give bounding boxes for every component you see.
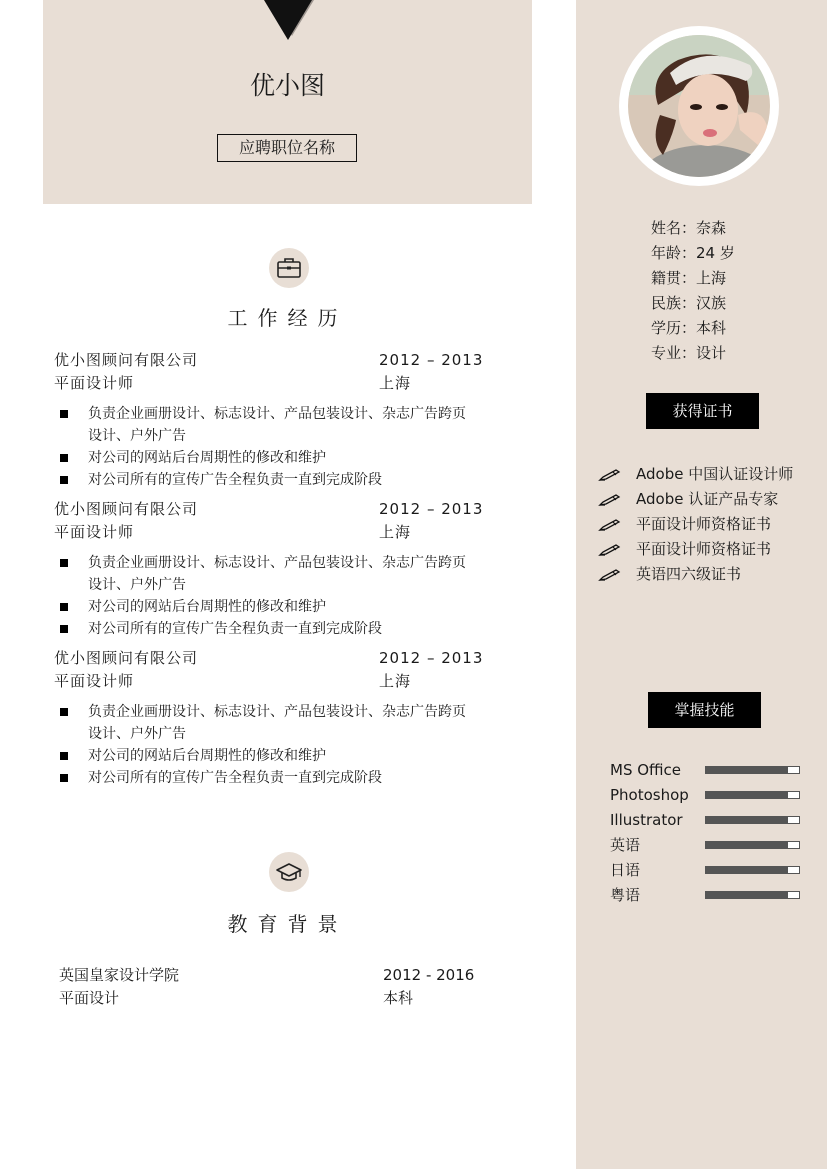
info-age: 年龄：24 岁: [651, 244, 735, 262]
job-company: 优小图顾问有限公司: [54, 351, 199, 369]
education-section-badge: [269, 852, 309, 892]
bullet-square: [60, 625, 68, 633]
job-duty-text: 对公司的网站后台周期性的修改和维护: [88, 748, 326, 764]
job-duty-text: 对公司所有的宣传广告全程负责一直到完成阶段: [88, 770, 382, 786]
job-duty-text: 对公司的网站后台周期性的修改和维护: [88, 450, 326, 466]
job-duty-text: 负责企业画册设计、标志设计、产品包装设计、杂志广告跨页设计、户外广告: [88, 704, 466, 742]
skill-name: MS Office: [610, 761, 682, 779]
pen-icon: [598, 468, 622, 482]
avatar: [628, 35, 770, 177]
certificate-item: [598, 514, 771, 534]
certificate-label: Adobe 中国认证设计师: [636, 465, 794, 483]
job-company: 优小图顾问有限公司: [54, 500, 199, 518]
header-triangle: [264, 0, 312, 40]
job-period: 2012 – 2013: [379, 500, 484, 518]
skill-level-bar: [705, 841, 800, 849]
job-duty: [60, 403, 473, 447]
job-duty-text: 负责企业画册设计、标志设计、产品包装设计、杂志广告跨页设计、户外广告: [88, 406, 466, 444]
job-period: 2012 – 2013: [379, 649, 484, 667]
skill-level-fill: [706, 867, 788, 873]
certificate-item: [598, 539, 771, 559]
job-city: 上海: [379, 374, 412, 392]
certificate-item: [598, 464, 793, 484]
certificate-item: [598, 564, 741, 584]
education-section-title: 教育背景: [227, 912, 348, 936]
job-duty: [60, 745, 473, 767]
skill-level-fill: [706, 817, 788, 823]
pen-icon: [598, 568, 622, 582]
education-period: 2012 - 2016: [383, 966, 475, 984]
job-duty: [60, 552, 473, 596]
work-section-title: 工作经历: [227, 306, 348, 330]
skill-level-fill: [706, 767, 788, 773]
job-duty: [60, 469, 473, 491]
bullet-square: [60, 410, 68, 418]
skill-name: Photoshop: [610, 786, 689, 804]
bullet-square: [60, 603, 68, 611]
job-period: 2012 – 2013: [379, 351, 484, 369]
bullet-square: [60, 774, 68, 782]
bullet-square: [60, 476, 68, 484]
info-name: 姓名：奈森: [651, 219, 727, 237]
skill-name: 日语: [610, 861, 641, 879]
job-duty-text: 对公司的网站后台周期性的修改和维护: [88, 599, 326, 615]
skill-name: 粤语: [610, 886, 641, 904]
bullet-square: [60, 752, 68, 760]
skill-level-bar: [705, 766, 800, 774]
skill-name: Illustrator: [610, 811, 683, 829]
job-duty-text: 对公司所有的宣传广告全程负责一直到完成阶段: [88, 472, 382, 488]
job-role: 平面设计师: [54, 374, 135, 392]
skill-level-bar: [705, 891, 800, 899]
pen-icon: [598, 518, 622, 532]
certificate-label: 平面设计师资格证书: [636, 540, 772, 558]
job-company: 优小图顾问有限公司: [54, 649, 199, 667]
certificate-item: [598, 489, 778, 509]
pen-icon: [598, 543, 622, 557]
certificate-label: 平面设计师资格证书: [636, 515, 772, 533]
education-school: 英国皇家设计学院: [59, 966, 180, 984]
work-section-badge: [269, 248, 309, 288]
graduation-cap-icon: [269, 852, 309, 892]
job-title-box: 应聘职位名称: [217, 134, 357, 162]
job-duty: [60, 767, 473, 789]
skill-level-bar: [705, 816, 800, 824]
job-city: 上海: [379, 523, 412, 541]
skill-name: 英语: [610, 836, 641, 854]
info-education: 学历：本科: [651, 319, 727, 337]
bullet-square: [60, 708, 68, 716]
info-major: 专业：设计: [651, 344, 727, 362]
job-duty: [60, 618, 473, 640]
skill-level-fill: [706, 842, 788, 848]
job-duty: [60, 447, 473, 469]
skill-level-bar: [705, 791, 800, 799]
job-role: 平面设计师: [54, 523, 135, 541]
info-ethnicity: 民族：汉族: [651, 294, 727, 312]
certificates-heading: 获得证书: [646, 393, 759, 429]
job-duty-text: 对公司所有的宣传广告全程负责一直到完成阶段: [88, 621, 382, 637]
job-duty: [60, 701, 473, 745]
skill-level-bar: [705, 866, 800, 874]
info-hometown: 籍贯：上海: [651, 269, 727, 287]
job-duty: [60, 596, 473, 618]
job-city: 上海: [379, 672, 412, 690]
certificate-label: Adobe 认证产品专家: [636, 490, 779, 508]
job-role: 平面设计师: [54, 672, 135, 690]
pen-icon: [598, 493, 622, 507]
skills-heading: 掌握技能: [648, 692, 761, 728]
candidate-name: 优小图: [249, 71, 325, 100]
bullet-square: [60, 559, 68, 567]
job-duty-text: 负责企业画册设计、标志设计、产品包装设计、杂志广告跨页设计、户外广告: [88, 555, 466, 593]
avatar-portrait: [628, 35, 770, 177]
education-major: 平面设计: [59, 989, 120, 1007]
education-degree: 本科: [383, 989, 414, 1007]
skill-level-fill: [706, 792, 788, 798]
certificate-label: 英语四六级证书: [636, 565, 742, 583]
skill-level-fill: [706, 892, 788, 898]
bullet-square: [60, 454, 68, 462]
briefcase-icon: [269, 248, 309, 288]
